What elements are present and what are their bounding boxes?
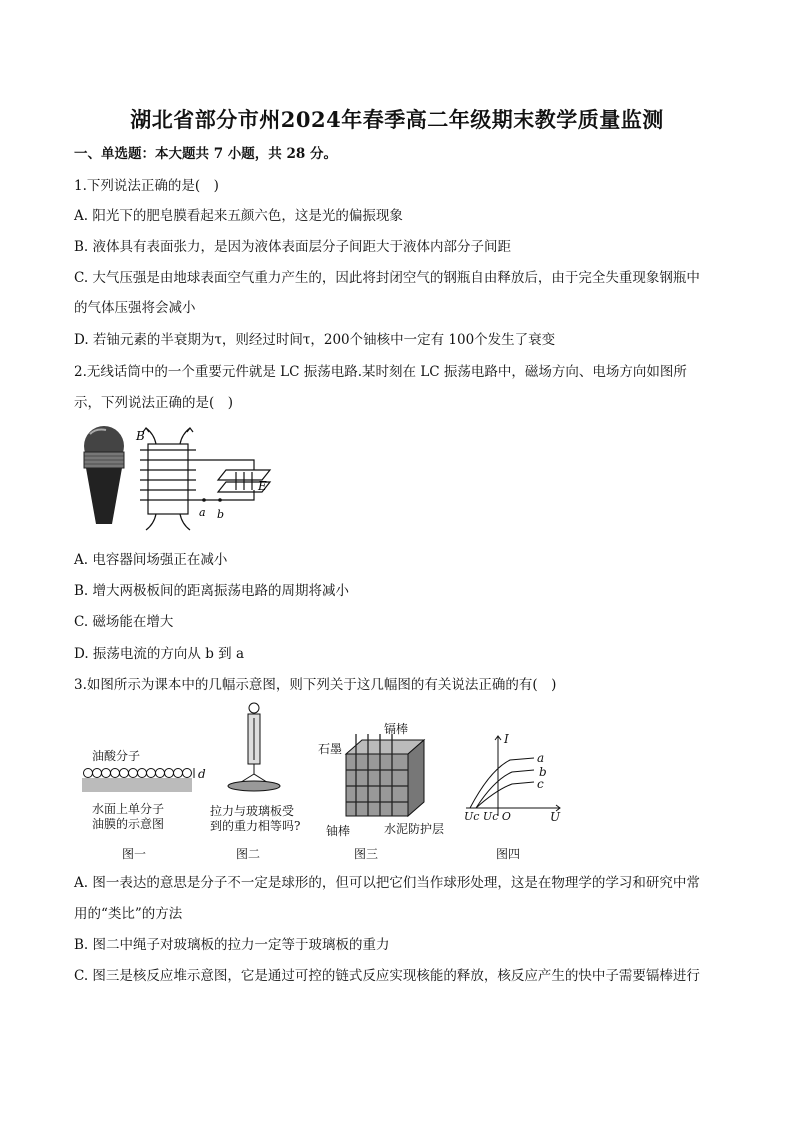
fig1-desc-line1: 水面上单分子 [92, 802, 165, 816]
q3-option-a-cont: 用的“类比”的方法 [74, 906, 183, 922]
q2-stem-cont: 示，下列说法正确的是( ) [74, 395, 234, 411]
q3-stem: 3.如图所示为课本中的几幅示意图，则下列关于这几幅图的有关说法正确的有( ) [74, 677, 557, 693]
q2-option-a: A. 电容器间场强正在减小 [74, 552, 228, 568]
figure-four [462, 730, 572, 861]
q3-option-a: A. 图一表达的意思是分子不一定是球形的，但可以把它们当作球形处理，这是在物理学的学习和研究中常 [74, 875, 700, 891]
b-field-label: B [136, 429, 145, 443]
figure-three [318, 710, 458, 861]
fig3-graphite-label: 石墨 [318, 742, 343, 756]
fig4-caption: 图四 [496, 847, 521, 861]
microphone-icon [84, 426, 124, 524]
page-title: 湖北省部分市州2024年春季高二年级期末教学质量监测 [130, 107, 664, 132]
q2-option-c: C. 磁场能在增大 [74, 614, 174, 630]
fig4-curve-b-label: b [539, 765, 547, 779]
fig4-axis-i-label: I [504, 732, 509, 746]
e-field-label: E [258, 479, 267, 493]
fig4-axis-ticks: Uc Uc O [464, 810, 511, 823]
q1-option-d: D. 若铀元素的半衰期为τ，则经过时间τ，200个铀核中一定有 100个发生了衰变 [74, 332, 556, 348]
fig1-desc-line2: 油膜的示意图 [92, 817, 165, 831]
fig2-desc-line1: 拉力与玻璃板受 [210, 804, 295, 818]
figure-two [210, 702, 320, 861]
fig2-desc-line2: 到的重力相等吗? [210, 819, 301, 833]
fig4-curve-c-label: c [537, 777, 544, 791]
fig1-d-label: d [198, 767, 206, 781]
q1-option-c-cont: 的气体压强将会减小 [74, 300, 196, 316]
q3-option-c: C. 图三是核反应堆示意图，它是通过可控的链式反应实现核能的释放，核反应产生的快中子需要镉棒进行 [74, 968, 700, 984]
q3-option-b: B. 图二中绳子对玻璃板的拉力一定等于玻璃板的重力 [74, 937, 390, 953]
q1-option-a: A. 阳光下的肥皂膜看起来五颜六色，这是光的偏振现象 [74, 208, 403, 224]
figure-one [82, 705, 212, 861]
q2-option-b: B. 增大两极板间的距离振荡电路的周期将减小 [74, 583, 350, 599]
fig2-caption: 图二 [236, 847, 261, 861]
oil-molecule-row [82, 765, 212, 795]
spring-scale-icon [220, 702, 300, 792]
fig3-concrete-label: 水泥防护层 [384, 822, 445, 836]
fig3-uranium-rod-label: 铀棒 [326, 824, 351, 838]
fig4-curve-a-label: a [537, 751, 545, 765]
q1-stem: 1.下列说法正确的是( ) [74, 178, 219, 194]
point-b-label: b [217, 508, 225, 521]
q2-stem: 2.无线话筒中的一个重要元件就是 LC 振荡电路.某时刻在 LC 振荡电路中，磁场方向、电场方向如图所 [74, 364, 687, 380]
fig4-axis-u-label: U [550, 810, 561, 824]
point-a-label: a [199, 506, 206, 519]
fig1-caption: 图一 [122, 847, 147, 861]
fig1-oleic-label: 油酸分子 [92, 749, 141, 763]
reactor-core-icon [340, 730, 430, 830]
q1-option-b: B. 液体具有表面张力，是因为液体表面层分子间距大于液体内部分子间距 [74, 239, 512, 255]
fig3-caption: 图三 [354, 847, 379, 861]
section-heading: 一、单选题：本大题共 7 小题，共 28 分。 [74, 146, 337, 162]
q2-option-d: D. 振荡电流的方向从 b 到 a [74, 646, 244, 662]
lc-circuit-figure [76, 424, 276, 534]
fig3-cadmium-rod-label: 镉棒 [384, 722, 409, 736]
q1-option-c: C. 大气压强是由地球表面空气重力产生的，因此将封闭空气的钢瓶自由释放后，由于完全失重现象钢瓶中 [74, 270, 700, 286]
